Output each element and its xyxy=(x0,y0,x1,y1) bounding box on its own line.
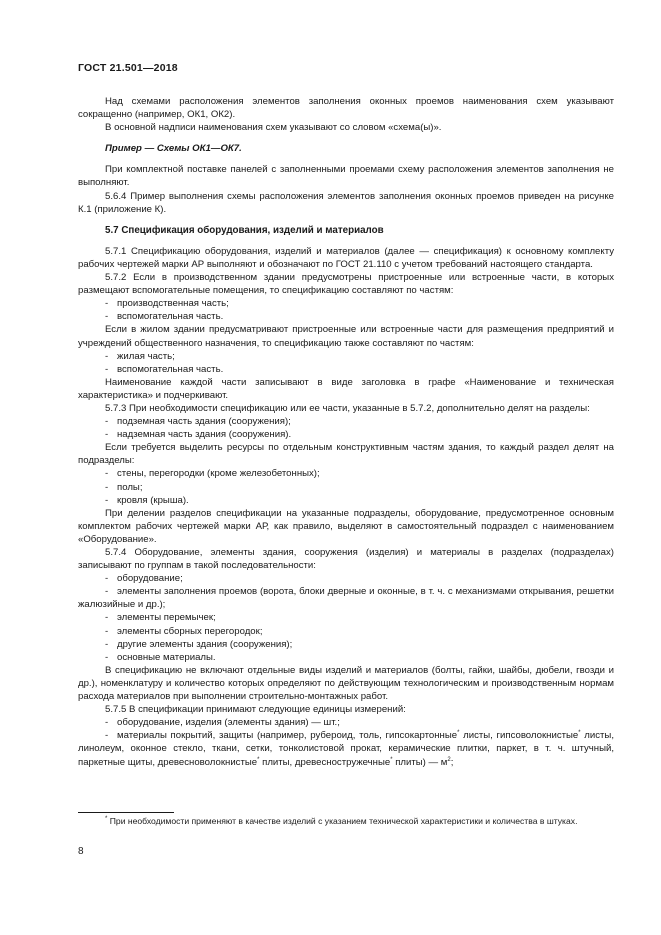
list-item: - жилая часть; xyxy=(105,350,175,362)
document-body xyxy=(78,95,614,769)
list-item: - элементы сборных перегородок; xyxy=(105,625,263,637)
example-note: Пример — Схемы ОК1—ОК7. xyxy=(105,143,242,155)
paragraph: 5.7.3 При необходимости спецификацию или ее части, указанные в 5.7.2, дополнительно делят на разделы: xyxy=(105,402,590,414)
paragraph: 5.7.4 Оборудование, элементы здания, сооружения (изделия) и материалы в разделах (подразделах) записывают по группам в такой последовательности: xyxy=(78,547,614,572)
list-item: - стены, перегородки (кроме железобетонных); xyxy=(105,468,320,480)
list-item-wrapping: - материалы покрытий, защиты (например, рубероид, толь, гипсокартонные* листы, гипсоволокнистые* листы, линолеум, оконное стекло, ткани, сетки, тонколистовой прокат, керамические плитки, паркет, в т. ч. штучный, паркетные щиты, древесноволокнистые* плиты, древесностружечные* плиты) — $м^2$; xyxy=(78,730,614,768)
paragraph: 5.7.2 Если в производственном здании предусмотрены пристроенные или встроенные части, в которых размещают вспомогательные помещения, то спецификацию составляют по частям: xyxy=(78,272,614,297)
footnote-divider xyxy=(78,812,174,813)
paragraph: 5.7.5 В спецификации принимают следующие единицы измерений: xyxy=(105,704,406,716)
list-item: - производственная часть; xyxy=(105,298,229,310)
paragraph: 5.6.4 Пример выполнения схемы расположения элементов заполнения оконных проемов приведен на рисунке К.1 (приложение К). xyxy=(78,190,614,215)
paragraph: Если требуется выделить ресурсы по отдельным конструктивным частям здания, то каждый раздел делят на подразделы: xyxy=(78,442,614,467)
paragraph: В спецификацию не включают отдельные виды изделий и материалов (болты, гайки, шайбы, дюбели, гвозди и др.), номенклатуру и количество которых определяют по действующим технологическим и производственным нормам расхода материалов при выполнении строительно-монтажных работ. xyxy=(78,664,614,703)
list-item: - надземная часть здания (сооружения). xyxy=(105,429,292,441)
list-item: - оборудование, изделия (элементы здания) — шт.; xyxy=(105,717,340,729)
paragraph: В основной надписи наименования схем указывают со словом «схема(ы)». xyxy=(105,122,442,134)
list-item-wrapping: - элементы заполнения проемов (ворота, блоки дверные и оконные, в т. ч. с механизмами открывания, решетки жалюзийные и др.); xyxy=(78,586,614,611)
paragraph: Над схемами расположения элементов заполнения оконных проемов наименования схем указывают сокращенно (например, ОК1, ОК2). xyxy=(78,96,614,121)
list-item: - кровля (крыша). xyxy=(105,494,189,506)
page-number: 8 xyxy=(78,846,84,857)
list-item: - оборудование; xyxy=(105,573,183,585)
paragraph: Наименование каждой части записывают в виде заголовка в графе «Наименование и техническая характеристика» и подчеркивают. xyxy=(78,376,614,401)
list-item: - полы; xyxy=(105,481,143,493)
list-item: - другие элементы здания (сооружения); xyxy=(105,638,293,650)
list-item: - вспомогательная часть. xyxy=(105,311,224,323)
list-item: - элементы перемычек; xyxy=(105,612,216,624)
section-heading: 5.7 Спецификация оборудования, изделий и материалов xyxy=(105,224,384,236)
footnote: * При необходимости применяют в качестве изделий с указанием технической характеристики и количества в штуках. xyxy=(105,816,578,826)
paragraph: 5.7.1 Спецификацию оборудования, изделий и материалов (далее — спецификация) к основному комплекту рабочих чертежей марки АР выполняют и обозначают по ГОСТ 21.110 с учетом требований настоящего стандарта. xyxy=(78,245,614,270)
list-item: - основные материалы. xyxy=(105,651,216,663)
paragraph: При делении разделов спецификации на указанные подразделы, оборудование, предусмотренное основным комплектом рабочих чертежей марки АР, как правило, выделяют в самостоятельный подраздел с наименованием «Оборудование». xyxy=(78,507,614,545)
document-code-header: ГОСТ 21.501—2018 xyxy=(78,62,178,74)
list-item: - подземная часть здания (сооружения); xyxy=(105,416,291,428)
paragraph: При комплектной поставке панелей с заполненными проемами схему расположения элементов заполнения не выполняют. xyxy=(78,164,614,189)
paragraph: Если в жилом здании предусматривают пристроенные или встроенные части для размещения предприятий и учреждений общественного назначения, то спецификацию также составляют по частям: xyxy=(78,324,614,349)
list-item: - вспомогательная часть. xyxy=(105,363,224,375)
